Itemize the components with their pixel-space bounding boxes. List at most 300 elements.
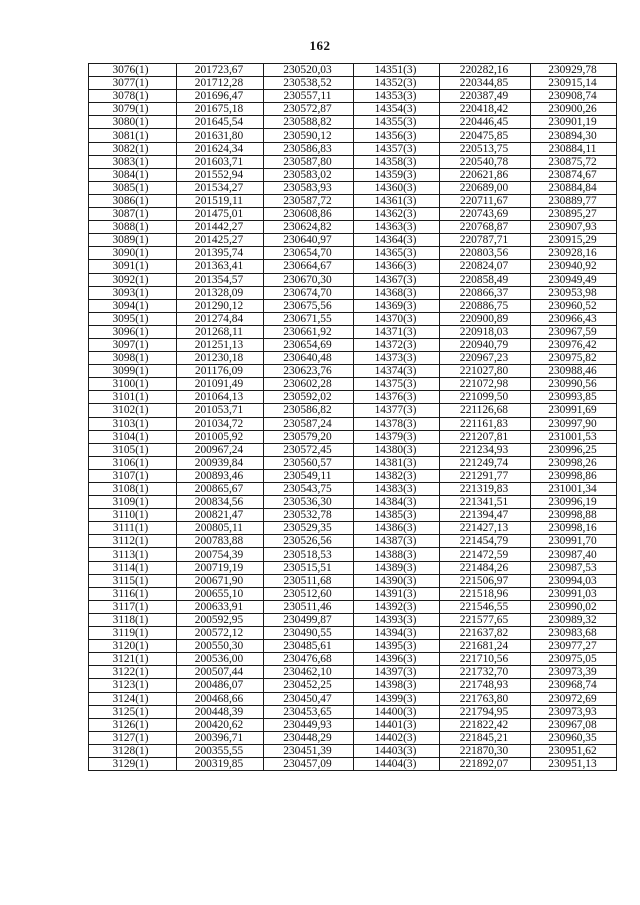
page-number: 162 [309,38,331,53]
cell-x-left: 200420,62 [177,718,264,731]
cell-point-id-right: 14377(3) [354,404,440,417]
cell-x-left: 200507,44 [177,666,264,679]
cell-y-right: 230987,40 [531,548,617,561]
cell-y-left: 230583,02 [264,168,354,181]
cell-y-right: 230996,25 [531,443,617,456]
cell-x-right: 221546,55 [440,600,531,613]
cell-x-right: 221845,21 [440,731,531,744]
table-row [89,469,617,482]
cell-point-id-left: 3127(1) [89,731,177,744]
cell-point-id-right: 14404(3) [354,757,440,770]
cell-point-id-left: 3113(1) [89,548,177,561]
cell-y-right: 230875,72 [531,155,617,168]
cell-point-id-right: 14369(3) [354,299,440,312]
cell-point-id-right: 14397(3) [354,666,440,679]
cell-point-id-left: 3128(1) [89,744,177,757]
cell-point-id-right: 14357(3) [354,142,440,155]
table-row [89,653,617,666]
cell-point-id-right: 14395(3) [354,640,440,653]
cell-x-right: 221484,26 [440,561,531,574]
cell-y-right: 230998,88 [531,509,617,522]
table-row [89,365,617,378]
cell-y-right: 230953,98 [531,286,617,299]
cell-point-id-left: 3119(1) [89,627,177,640]
cell-point-id-right: 14352(3) [354,77,440,90]
cell-point-id-left: 3077(1) [89,77,177,90]
cell-x-left: 201675,18 [177,103,264,116]
cell-point-id-right: 14373(3) [354,352,440,365]
table-row [89,535,617,548]
cell-x-left: 201176,09 [177,365,264,378]
cell-point-id-right: 14351(3) [354,64,440,77]
cell-x-left: 200319,85 [177,757,264,770]
cell-y-right: 230915,29 [531,234,617,247]
cell-point-id-right: 14372(3) [354,338,440,351]
cell-y-right: 230884,11 [531,142,617,155]
cell-y-left: 230490,55 [264,627,354,640]
cell-point-id-right: 14371(3) [354,325,440,338]
cell-x-left: 201064,13 [177,391,264,404]
cell-y-left: 230670,30 [264,273,354,286]
table-row [89,273,617,286]
cell-point-id-right: 14370(3) [354,312,440,325]
cell-point-id-left: 3091(1) [89,260,177,273]
cell-y-left: 230583,93 [264,181,354,194]
cell-point-id-right: 14391(3) [354,587,440,600]
cell-y-left: 230557,11 [264,90,354,103]
cell-point-id-left: 3120(1) [89,640,177,653]
cell-point-id-right: 14398(3) [354,679,440,692]
coordinates-table [88,63,617,771]
table-row [89,286,617,299]
table-row [89,352,617,365]
cell-x-right: 220967,23 [440,352,531,365]
cell-y-left: 230526,56 [264,535,354,548]
cell-x-left: 200939,84 [177,456,264,469]
cell-x-left: 201534,27 [177,181,264,194]
cell-x-left: 200893,46 [177,469,264,482]
cell-y-right: 230889,77 [531,194,617,207]
cell-y-right: 230975,05 [531,653,617,666]
table-row [89,247,617,260]
cell-y-left: 230623,76 [264,365,354,378]
cell-x-right: 220621,86 [440,168,531,181]
cell-y-left: 230572,87 [264,103,354,116]
cell-y-left: 230485,61 [264,640,354,653]
cell-x-left: 201603,71 [177,155,264,168]
cell-point-id-right: 14394(3) [354,627,440,640]
cell-x-left: 200967,24 [177,443,264,456]
cell-point-id-left: 3121(1) [89,653,177,666]
cell-x-right: 220418,42 [440,103,531,116]
cell-y-right: 230977,27 [531,640,617,653]
cell-point-id-left: 3108(1) [89,483,177,496]
cell-point-id-right: 14396(3) [354,653,440,666]
cell-point-id-right: 14380(3) [354,443,440,456]
cell-point-id-left: 3090(1) [89,247,177,260]
cell-x-left: 201354,57 [177,273,264,286]
cell-y-left: 230592,02 [264,391,354,404]
cell-y-left: 230586,83 [264,142,354,155]
cell-point-id-right: 14390(3) [354,574,440,587]
table-row [89,338,617,351]
cell-point-id-left: 3079(1) [89,103,177,116]
cell-y-right: 230874,67 [531,168,617,181]
cell-x-right: 221637,82 [440,627,531,640]
cell-point-id-right: 14376(3) [354,391,440,404]
cell-y-right: 230901,19 [531,116,617,129]
cell-y-right: 230951,62 [531,744,617,757]
cell-point-id-right: 14383(3) [354,483,440,496]
cell-x-right: 220824,07 [440,260,531,273]
cell-x-left: 201274,84 [177,312,264,325]
cell-point-id-right: 14382(3) [354,469,440,482]
cell-y-left: 230511,68 [264,574,354,587]
cell-point-id-right: 14400(3) [354,705,440,718]
cell-y-right: 230968,74 [531,679,617,692]
cell-x-right: 221027,80 [440,365,531,378]
cell-x-left: 200468,66 [177,692,264,705]
cell-point-id-left: 3125(1) [89,705,177,718]
cell-point-id-left: 3088(1) [89,221,177,234]
cell-y-right: 230928,16 [531,247,617,260]
cell-x-left: 201395,74 [177,247,264,260]
cell-point-id-right: 14368(3) [354,286,440,299]
cell-point-id-right: 14399(3) [354,692,440,705]
cell-point-id-left: 3092(1) [89,273,177,286]
cell-x-left: 200671,90 [177,574,264,587]
cell-y-left: 230586,82 [264,404,354,417]
cell-y-right: 230894,30 [531,129,617,142]
cell-x-left: 200865,67 [177,483,264,496]
table-row [89,181,617,194]
cell-y-left: 230587,24 [264,417,354,430]
cell-point-id-left: 3107(1) [89,469,177,482]
table-row [89,325,617,338]
cell-x-left: 201230,18 [177,352,264,365]
cell-y-left: 230448,29 [264,731,354,744]
cell-point-id-right: 14360(3) [354,181,440,194]
cell-x-right: 221454,79 [440,535,531,548]
cell-point-id-right: 14375(3) [354,378,440,391]
cell-y-left: 230536,30 [264,496,354,509]
cell-y-left: 230640,97 [264,234,354,247]
cell-point-id-right: 14378(3) [354,417,440,430]
cell-y-right: 230951,13 [531,757,617,770]
cell-x-right: 221427,13 [440,522,531,535]
cell-x-left: 200486,07 [177,679,264,692]
cell-point-id-right: 14379(3) [354,430,440,443]
table-row [89,234,617,247]
cell-point-id-left: 3101(1) [89,391,177,404]
cell-x-left: 201442,27 [177,221,264,234]
cell-y-left: 230602,28 [264,378,354,391]
cell-point-id-left: 3112(1) [89,535,177,548]
cell-x-left: 201712,28 [177,77,264,90]
cell-x-right: 221710,56 [440,653,531,666]
cell-x-right: 221126,68 [440,404,531,417]
cell-x-left: 200355,55 [177,744,264,757]
cell-x-left: 200572,12 [177,627,264,640]
cell-y-left: 230560,57 [264,456,354,469]
cell-point-id-left: 3109(1) [89,496,177,509]
cell-point-id-right: 14403(3) [354,744,440,757]
cell-y-left: 230515,51 [264,561,354,574]
table-row [89,142,617,155]
cell-point-id-right: 14358(3) [354,155,440,168]
cell-point-id-left: 3089(1) [89,234,177,247]
cell-y-right: 230972,69 [531,692,617,705]
cell-y-right: 230996,19 [531,496,617,509]
cell-y-left: 230654,70 [264,247,354,260]
table-row [89,679,617,692]
cell-y-right: 230973,93 [531,705,617,718]
cell-y-right: 230990,56 [531,378,617,391]
cell-x-left: 201519,11 [177,194,264,207]
cell-x-right: 220768,87 [440,221,531,234]
cell-x-right: 221892,07 [440,757,531,770]
table-row [89,155,617,168]
cell-point-id-left: 3115(1) [89,574,177,587]
cell-point-id-left: 3106(1) [89,456,177,469]
cell-point-id-right: 14389(3) [354,561,440,574]
cell-point-id-left: 3095(1) [89,312,177,325]
cell-y-right: 230929,78 [531,64,617,77]
table-row [89,378,617,391]
cell-point-id-right: 14359(3) [354,168,440,181]
cell-x-right: 220387,49 [440,90,531,103]
cell-x-left: 200754,39 [177,548,264,561]
cell-x-right: 220475,85 [440,129,531,142]
cell-point-id-right: 14363(3) [354,221,440,234]
cell-x-right: 220918,03 [440,325,531,338]
cell-point-id-left: 3111(1) [89,522,177,535]
table-row [89,705,617,718]
cell-y-right: 230973,39 [531,666,617,679]
cell-x-right: 221394,47 [440,509,531,522]
cell-y-right: 230900,26 [531,103,617,116]
cell-y-left: 230587,80 [264,155,354,168]
cell-y-right: 230967,08 [531,718,617,731]
cell-x-left: 201328,09 [177,286,264,299]
cell-y-left: 230462,10 [264,666,354,679]
cell-y-right: 230940,92 [531,260,617,273]
cell-x-left: 201053,71 [177,404,264,417]
cell-x-left: 200655,10 [177,587,264,600]
cell-point-id-left: 3098(1) [89,352,177,365]
cell-y-left: 230608,86 [264,208,354,221]
cell-x-right: 221161,83 [440,417,531,430]
table-row [89,194,617,207]
cell-y-left: 230512,60 [264,587,354,600]
cell-point-id-right: 14374(3) [354,365,440,378]
table-row [89,600,617,613]
cell-y-left: 230664,67 [264,260,354,273]
cell-y-right: 230991,70 [531,535,617,548]
cell-x-right: 221472,59 [440,548,531,561]
cell-point-id-right: 14388(3) [354,548,440,561]
table-row [89,417,617,430]
cell-point-id-left: 3124(1) [89,692,177,705]
cell-y-right: 230983,68 [531,627,617,640]
cell-point-id-left: 3086(1) [89,194,177,207]
cell-point-id-right: 14381(3) [354,456,440,469]
cell-x-right: 220344,85 [440,77,531,90]
cell-x-left: 200834,56 [177,496,264,509]
cell-x-left: 200805,11 [177,522,264,535]
cell-x-right: 221822,42 [440,718,531,731]
cell-y-left: 230499,87 [264,613,354,626]
coordinates-table-body [89,64,617,771]
cell-x-right: 220940,79 [440,338,531,351]
table-row [89,208,617,221]
cell-point-id-right: 14353(3) [354,90,440,103]
cell-x-right: 221207,81 [440,430,531,443]
cell-point-id-left: 3094(1) [89,299,177,312]
cell-point-id-right: 14401(3) [354,718,440,731]
cell-point-id-right: 14402(3) [354,731,440,744]
table-row [89,404,617,417]
table-row [89,692,617,705]
cell-point-id-right: 14392(3) [354,600,440,613]
cell-y-right: 230991,69 [531,404,617,417]
cell-x-right: 220866,37 [440,286,531,299]
cell-y-left: 230457,09 [264,757,354,770]
cell-x-right: 220540,78 [440,155,531,168]
cell-x-left: 201425,27 [177,234,264,247]
cell-point-id-left: 3085(1) [89,181,177,194]
table-row [89,744,617,757]
cell-y-right: 230960,52 [531,299,617,312]
cell-y-right: 230908,74 [531,90,617,103]
table-row [89,430,617,443]
cell-point-id-left: 3096(1) [89,325,177,338]
cell-point-id-left: 3114(1) [89,561,177,574]
cell-x-left: 201475,01 [177,208,264,221]
cell-point-id-right: 14384(3) [354,496,440,509]
cell-x-right: 221234,93 [440,443,531,456]
cell-point-id-left: 3129(1) [89,757,177,770]
cell-point-id-left: 3118(1) [89,613,177,626]
table-row [89,299,617,312]
table-row [89,64,617,77]
cell-x-left: 200536,00 [177,653,264,666]
cell-y-left: 230549,11 [264,469,354,482]
cell-y-left: 230476,68 [264,653,354,666]
table-row [89,509,617,522]
cell-point-id-right: 14393(3) [354,613,440,626]
cell-x-right: 221249,74 [440,456,531,469]
cell-x-left: 200396,71 [177,731,264,744]
table-row [89,168,617,181]
cell-point-id-left: 3103(1) [89,417,177,430]
cell-point-id-left: 3093(1) [89,286,177,299]
cell-x-right: 220689,00 [440,181,531,194]
cell-x-left: 200448,39 [177,705,264,718]
table-row [89,757,617,770]
cell-point-id-left: 3084(1) [89,168,177,181]
cell-point-id-left: 3083(1) [89,155,177,168]
table-row [89,718,617,731]
cell-x-left: 201268,11 [177,325,264,338]
cell-y-left: 230451,39 [264,744,354,757]
table-row [89,90,617,103]
cell-y-right: 230998,26 [531,456,617,469]
cell-y-right: 230960,35 [531,731,617,744]
cell-y-right: 230997,90 [531,417,617,430]
cell-y-right: 231001,34 [531,483,617,496]
cell-y-right: 230949,49 [531,273,617,286]
cell-point-id-left: 3076(1) [89,64,177,77]
cell-x-right: 221748,93 [440,679,531,692]
cell-x-right: 220513,75 [440,142,531,155]
cell-point-id-left: 3110(1) [89,509,177,522]
cell-x-left: 201091,49 [177,378,264,391]
cell-x-right: 220711,67 [440,194,531,207]
cell-point-id-left: 3116(1) [89,587,177,600]
cell-point-id-right: 14386(3) [354,522,440,535]
cell-x-left: 201290,12 [177,299,264,312]
cell-point-id-right: 14364(3) [354,234,440,247]
cell-point-id-left: 3080(1) [89,116,177,129]
cell-y-left: 230671,55 [264,312,354,325]
cell-y-left: 230579,20 [264,430,354,443]
table-row [89,456,617,469]
table-row [89,443,617,456]
cell-x-right: 221681,24 [440,640,531,653]
cell-x-right: 220446,45 [440,116,531,129]
cell-x-right: 221794,95 [440,705,531,718]
cell-point-id-left: 3117(1) [89,600,177,613]
cell-y-right: 230884,84 [531,181,617,194]
cell-y-right: 230987,53 [531,561,617,574]
cell-x-left: 201723,67 [177,64,264,77]
cell-y-left: 230654,69 [264,338,354,351]
cell-x-left: 200719,19 [177,561,264,574]
cell-point-id-left: 3100(1) [89,378,177,391]
cell-x-right: 220858,49 [440,273,531,286]
cell-x-right: 220787,71 [440,234,531,247]
cell-y-left: 230640,48 [264,352,354,365]
cell-point-id-left: 3082(1) [89,142,177,155]
cell-point-id-left: 3105(1) [89,443,177,456]
cell-point-id-right: 14361(3) [354,194,440,207]
cell-y-right: 230975,82 [531,352,617,365]
cell-y-left: 230453,65 [264,705,354,718]
cell-y-left: 230624,82 [264,221,354,234]
table-row [89,221,617,234]
cell-point-id-right: 14385(3) [354,509,440,522]
cell-point-id-left: 3097(1) [89,338,177,351]
cell-point-id-right: 14367(3) [354,273,440,286]
cell-x-left: 200592,95 [177,613,264,626]
cell-point-id-right: 14362(3) [354,208,440,221]
table-row [89,77,617,90]
cell-x-left: 200783,88 [177,535,264,548]
cell-y-left: 230450,47 [264,692,354,705]
cell-y-left: 230532,78 [264,509,354,522]
cell-point-id-right: 14387(3) [354,535,440,548]
cell-x-right: 220743,69 [440,208,531,221]
cell-point-id-left: 3126(1) [89,718,177,731]
table-row [89,496,617,509]
cell-y-right: 230907,93 [531,221,617,234]
cell-point-id-left: 3099(1) [89,365,177,378]
cell-y-right: 230915,14 [531,77,617,90]
cell-y-left: 230511,46 [264,600,354,613]
cell-y-right: 230988,46 [531,365,617,378]
cell-point-id-left: 3104(1) [89,430,177,443]
